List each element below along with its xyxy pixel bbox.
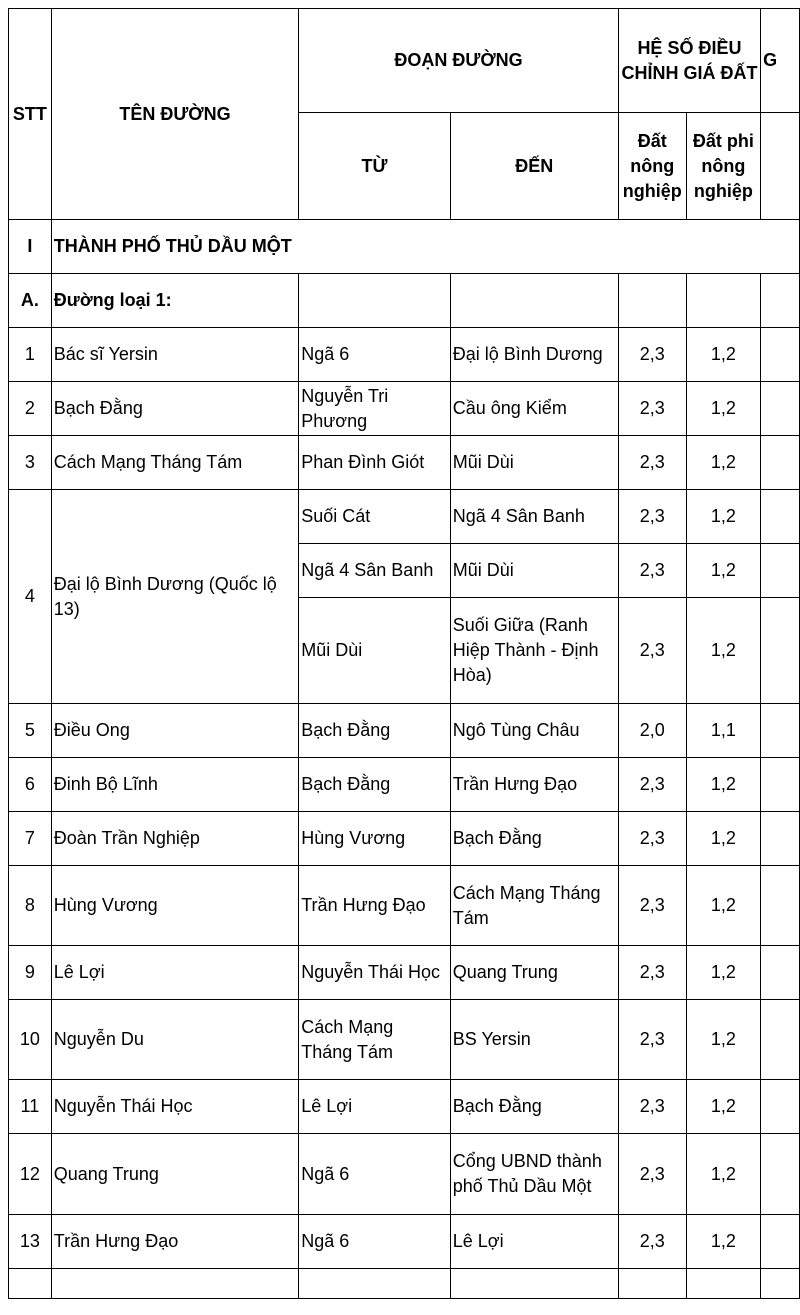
row-stt: 8 — [9, 866, 52, 946]
row-nonagri-coef: 1,2 — [686, 1134, 760, 1215]
row-agri-coef: 2,3 — [618, 1215, 686, 1269]
row-agri-coef: 2,3 — [618, 1134, 686, 1215]
row-agri-coef: 2,3 — [618, 758, 686, 812]
row-street-name: Bạch Đằng — [51, 382, 298, 436]
row-stt: 11 — [9, 1080, 52, 1134]
row-to: Cách Mạng Tháng Tám — [450, 866, 618, 946]
section-name: THÀNH PHỐ THỦ DẦU MỘT — [51, 220, 799, 274]
row-stt: 4 — [9, 490, 52, 704]
row-extra — [761, 812, 800, 866]
header-agricultural-land: Đất nông nghiệp — [618, 113, 686, 220]
header-stt: STT — [9, 9, 52, 220]
row-to: Cầu ông Kiểm — [450, 382, 618, 436]
row-stt: 9 — [9, 946, 52, 1000]
table-row — [9, 1134, 800, 1215]
row-extra — [761, 436, 800, 490]
section-row — [9, 220, 800, 274]
row-stt: 1 — [9, 328, 52, 382]
empty-cell — [51, 1269, 298, 1299]
row-street-name: Nguyễn Thái Học — [51, 1080, 298, 1134]
row-stt: 3 — [9, 436, 52, 490]
row-to: Bạch Đằng — [450, 812, 618, 866]
empty-cell — [618, 1269, 686, 1299]
row-nonagri-coef: 1,2 — [686, 544, 760, 598]
table-row — [9, 946, 800, 1000]
row-from: Ngã 6 — [299, 328, 451, 382]
empty-cell — [761, 1269, 800, 1299]
row-agri-coef: 2,3 — [618, 1080, 686, 1134]
table-row — [9, 1080, 800, 1134]
row-from: Bạch Đằng — [299, 758, 451, 812]
empty-cell — [299, 1269, 451, 1299]
row-extra — [761, 544, 800, 598]
row-agri-coef: 2,3 — [618, 490, 686, 544]
row-street-name: Nguyễn Du — [51, 1000, 298, 1080]
row-extra — [761, 1215, 800, 1269]
row-street-name: Quang Trung — [51, 1134, 298, 1215]
row-stt: 10 — [9, 1000, 52, 1080]
row-stt: 7 — [9, 812, 52, 866]
row-stt: 12 — [9, 1134, 52, 1215]
row-nonagri-coef: 1,2 — [686, 382, 760, 436]
empty-cell — [450, 1269, 618, 1299]
row-extra — [761, 946, 800, 1000]
row-street-name: Trần Hưng Đạo — [51, 1215, 298, 1269]
row-agri-coef: 2,0 — [618, 704, 686, 758]
table-row — [9, 328, 800, 382]
row-to: Cổng UBND thành phố Thủ Dầu Một — [450, 1134, 618, 1215]
row-street-name: Điều Ong — [51, 704, 298, 758]
row-agri-coef: 2,3 — [618, 812, 686, 866]
row-from: Ngã 4 Sân Banh — [299, 544, 451, 598]
row-street-name: Đại lộ Bình Dương (Quốc lộ 13) — [51, 490, 298, 704]
table-row — [9, 866, 800, 946]
row-nonagri-coef: 1,2 — [686, 758, 760, 812]
subsection-number: A. — [9, 274, 52, 328]
row-street-name: Bác sĩ Yersin — [51, 328, 298, 382]
table-row — [9, 382, 800, 436]
row-from: Nguyễn Thái Học — [299, 946, 451, 1000]
row-nonagri-coef: 1,2 — [686, 436, 760, 490]
table-row — [9, 436, 800, 490]
row-to: Ngô Tùng Châu — [450, 704, 618, 758]
row-from: Trần Hưng Đạo — [299, 866, 451, 946]
empty-cell — [450, 274, 618, 328]
row-from: Hùng Vương — [299, 812, 451, 866]
row-extra — [761, 1080, 800, 1134]
row-agri-coef: 2,3 — [618, 382, 686, 436]
header-to: ĐẾN — [450, 113, 618, 220]
header-from: TỪ — [299, 113, 451, 220]
header-road-segment: ĐOẠN ĐƯỜNG — [299, 9, 619, 113]
row-from: Suối Cát — [299, 490, 451, 544]
row-from: Cách Mạng Tháng Tám — [299, 1000, 451, 1080]
row-street-name: Lê Lợi — [51, 946, 298, 1000]
row-extra — [761, 866, 800, 946]
row-to: Bạch Đằng — [450, 1080, 618, 1134]
row-nonagri-coef: 1,2 — [686, 490, 760, 544]
subsection-name: Đường loại 1: — [51, 274, 298, 328]
row-extra — [761, 328, 800, 382]
row-nonagri-coef: 1,2 — [686, 1080, 760, 1134]
row-to: Đại lộ Bình Dương — [450, 328, 618, 382]
header-non-agricultural-land: Đất phi nông nghiệp — [686, 113, 760, 220]
row-to: Ngã 4 Sân Banh — [450, 490, 618, 544]
empty-cell — [299, 274, 451, 328]
row-from: Phan Đình Giót — [299, 436, 451, 490]
row-to: Suối Giữa (Ranh Hiệp Thành - Định Hòa) — [450, 598, 618, 704]
row-agri-coef: 2,3 — [618, 544, 686, 598]
row-nonagri-coef: 1,2 — [686, 598, 760, 704]
row-to: Trần Hưng Đạo — [450, 758, 618, 812]
row-agri-coef: 2,3 — [618, 946, 686, 1000]
empty-cell — [761, 274, 800, 328]
row-nonagri-coef: 1,1 — [686, 704, 760, 758]
row-stt: 2 — [9, 382, 52, 436]
row-agri-coef: 2,3 — [618, 436, 686, 490]
header-extra-blank — [761, 113, 800, 220]
row-to: Quang Trung — [450, 946, 618, 1000]
subsection-row — [9, 274, 800, 328]
section-number: I — [9, 220, 52, 274]
row-extra — [761, 598, 800, 704]
row-street-name: Đoàn Trần Nghiệp — [51, 812, 298, 866]
row-from: Ngã 6 — [299, 1215, 451, 1269]
empty-cell — [686, 274, 760, 328]
row-nonagri-coef: 1,2 — [686, 866, 760, 946]
row-agri-coef: 2,3 — [618, 598, 686, 704]
row-street-name: Hùng Vương — [51, 866, 298, 946]
row-stt: 6 — [9, 758, 52, 812]
row-agri-coef: 2,3 — [618, 1000, 686, 1080]
table-row — [9, 1215, 800, 1269]
row-from: Lê Lợi — [299, 1080, 451, 1134]
row-nonagri-coef: 1,2 — [686, 328, 760, 382]
row-to: Mũi Dùi — [450, 436, 618, 490]
row-extra — [761, 1000, 800, 1080]
row-nonagri-coef: 1,2 — [686, 1000, 760, 1080]
table-row — [9, 812, 800, 866]
row-to: Lê Lợi — [450, 1215, 618, 1269]
row-street-name: Cách Mạng Tháng Tám — [51, 436, 298, 490]
row-stt: 13 — [9, 1215, 52, 1269]
table-row — [9, 490, 800, 544]
table-row-partial — [9, 1269, 800, 1299]
row-nonagri-coef: 1,2 — [686, 1215, 760, 1269]
row-extra — [761, 490, 800, 544]
row-street-name: Đinh Bộ Lĩnh — [51, 758, 298, 812]
land-price-table — [8, 8, 800, 1299]
row-extra — [761, 1134, 800, 1215]
row-nonagri-coef: 1,2 — [686, 946, 760, 1000]
table-row — [9, 1000, 800, 1080]
table-row — [9, 704, 800, 758]
header-street-name: TÊN ĐƯỜNG — [51, 9, 298, 220]
row-from: Ngã 6 — [299, 1134, 451, 1215]
empty-cell — [9, 1269, 52, 1299]
row-nonagri-coef: 1,2 — [686, 812, 760, 866]
row-extra — [761, 704, 800, 758]
row-from: Mũi Dùi — [299, 598, 451, 704]
row-stt: 5 — [9, 704, 52, 758]
empty-cell — [686, 1269, 760, 1299]
row-from: Bạch Đằng — [299, 704, 451, 758]
row-to: BS Yersin — [450, 1000, 618, 1080]
header-adjustment-coefficient: HỆ SỐ ĐIỀU CHỈNH GIÁ ĐẤT — [618, 9, 760, 113]
row-extra — [761, 382, 800, 436]
row-to: Mũi Dùi — [450, 544, 618, 598]
row-extra — [761, 758, 800, 812]
table-row — [9, 758, 800, 812]
row-agri-coef: 2,3 — [618, 866, 686, 946]
row-agri-coef: 2,3 — [618, 328, 686, 382]
empty-cell — [618, 274, 686, 328]
row-from: Nguyễn Tri Phương — [299, 382, 451, 436]
header-extra-column: G — [761, 9, 800, 113]
